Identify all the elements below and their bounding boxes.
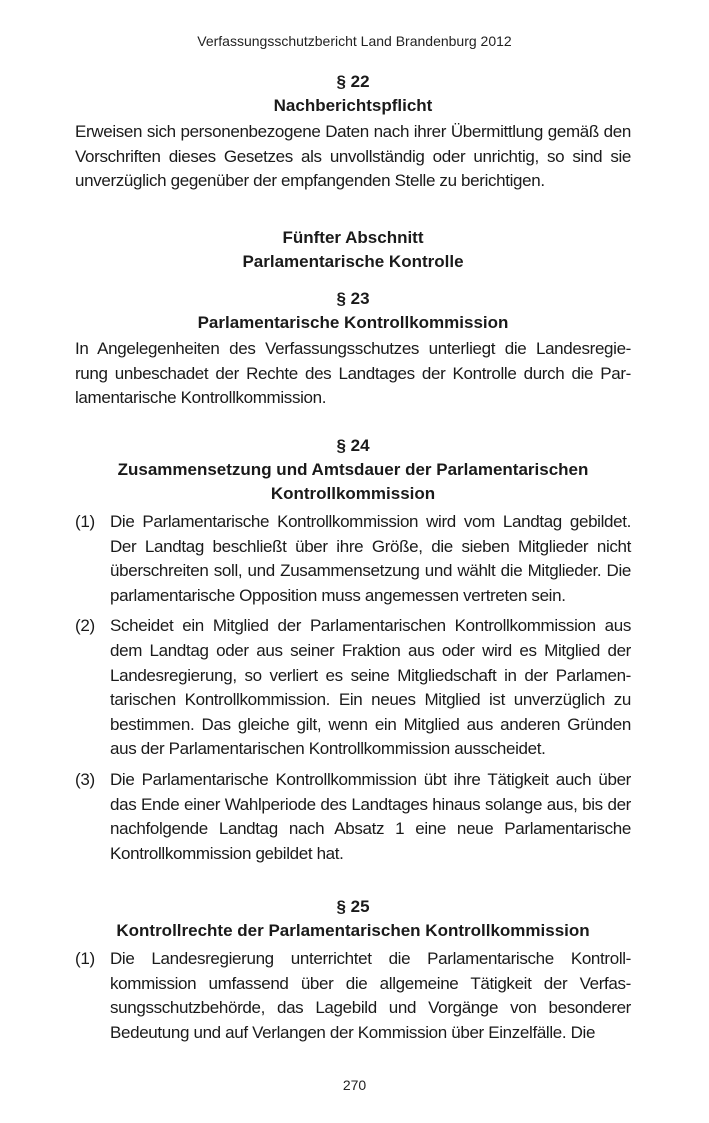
section-22 [75,70,631,194]
item-text: Die Landesregierung unterrichtet die Parlamentarische Kontroll-kommission umfassend über die allgemeine Tätigkeit der Verfas-sungsschutzbehörde, das Lagebild und Vorgänge von besonderer Bedeutung und auf Verlangen der Kommission über Einzelfälle. Die [110,949,631,1042]
paragraph-title-line1: Zusammensetzung und Amtsdauer der Parlamentarischen [117,460,589,479]
chapter-heading [75,226,631,274]
paragraph-number: § 23 [336,289,370,308]
item-text: Die Parlamentarische Kontrollkommission wird vom Landtag gebildet. Der Landtag beschließt über ihre Größe, die sieben Mitglieder nicht überschreiten soll, und Zusammensetzung und wählt die Mitglieder. Die parlamentarische Opposition muss angemessen vertreten sein. [110,512,631,605]
chapter-title: Fünfter Abschnitt [282,228,424,247]
paragraph-number: § 24 [336,436,370,455]
paragraph-title-line2: Kontrollkommission [270,484,436,503]
paragraph-title: Parlamentarische Kontrollkommission [197,313,509,332]
paragraph-title: Nachberichtspflicht [273,96,433,115]
item-number: (1) [75,512,95,531]
paragraph-number: § 25 [336,897,370,916]
item-number: (2) [75,616,95,636]
section-23 [75,287,631,411]
item-number: (1) [75,949,95,968]
paragraph-text: Erweisen sich personenbezogene Daten nach ihrer Übermittlung gemäß den Vorschriften dieses Gesetzes als unvollständig oder unrichtig, so sind sie unverzüglich gegenüber der empfangenden Stelle zu berichtigen. [75,122,631,191]
paragraph-text: In Angelegenheiten des Verfassungsschutzes unterliegt die Landesregie-rung unbeschadet der Rechte des Landtages der Kontrolle durch die Par-lamentarische Kontrollkommission. [75,339,631,408]
item-text: Die Parlamentarische Kontrollkommission übt ihre Tätigkeit auch über das Ende einer Wahlperiode des Landtages hinaus solange aus, bis der nachfolgende Landtag nach Absatz 1 eine neue Parlamentarische Kontrollkommission gebildet hat. [110,769,631,863]
item-number: (3) [75,769,95,789]
list-item [75,614,631,762]
paragraph-number: § 22 [336,72,370,91]
page-number: 270 [342,1077,367,1093]
section-25 [75,895,631,1045]
list-item [75,768,631,866]
chapter-subtitle: Parlamentarische Kontrolle [242,252,464,271]
list-item [75,947,631,1045]
section-24 [75,434,631,866]
paragraph-title: Kontrollrechte der Parlamentarischen Kontrollkommission [116,921,590,940]
item-text: Scheidet ein Mitglied der Parlamentarischen Kontrollkommission aus dem Landtag oder aus seiner Fraktion aus oder wird es Mitglied der Landesregierung, so verliert es seine Mitgliedschaft in der Parlamen-tarischen Kontrollkommission. Ein neues Mitglied ist unverzüglich zu bestimmen. Das gleiche gilt, wenn ein Mitglied aus anderen Gründen aus der Parlamentarischen Kontrollkommission ausscheidet. [110,616,631,759]
running-header: Verfassungsschutzbericht Land Brandenburg 2012 [197,33,512,49]
list-item [75,510,631,608]
